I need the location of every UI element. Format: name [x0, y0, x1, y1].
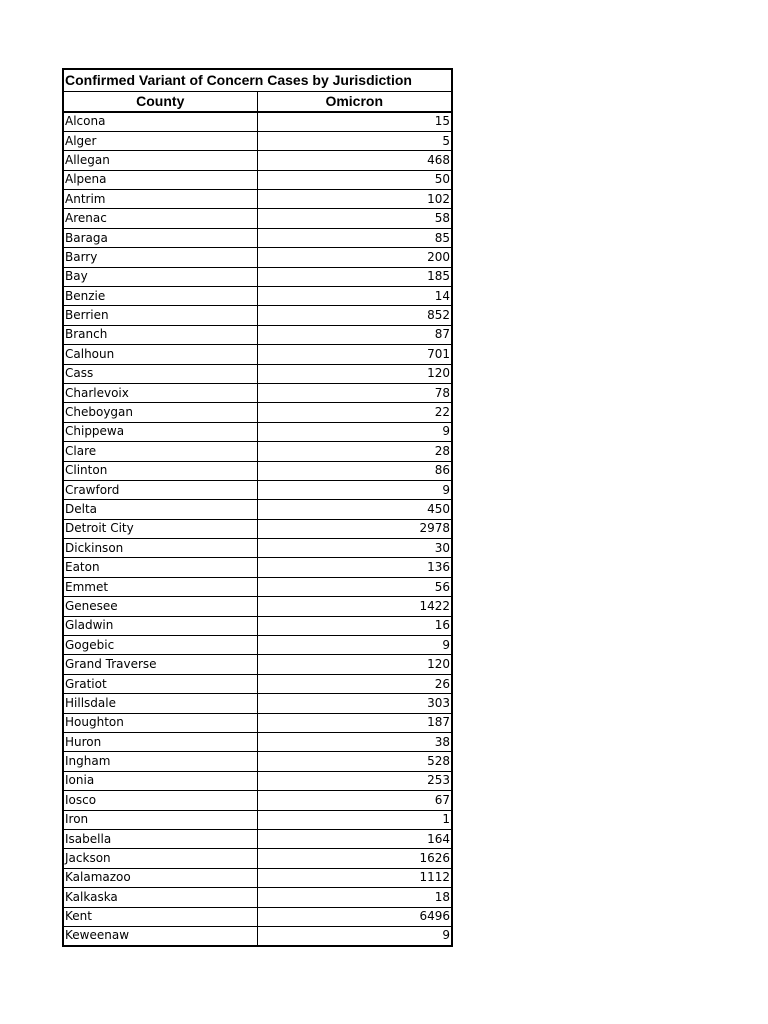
table-row: [63, 461, 452, 480]
county-cell: Kent: [63, 907, 257, 926]
omicron-count-cell: 16: [257, 616, 452, 635]
omicron-count-cell: 2978: [257, 519, 452, 538]
omicron-count-cell: 6496: [257, 907, 452, 926]
omicron-count-cell: 136: [257, 558, 452, 577]
omicron-count-cell: 468: [257, 151, 452, 170]
table-row: [63, 500, 452, 519]
table-row: [63, 519, 452, 538]
table-row: [63, 636, 452, 655]
county-cell: Charlevoix: [63, 383, 257, 402]
table-row: [63, 926, 452, 945]
omicron-count-cell: 1: [257, 810, 452, 829]
table-row: [63, 771, 452, 790]
table-row: [63, 907, 452, 926]
county-cell: Detroit City: [63, 519, 257, 538]
table-row: [63, 267, 452, 286]
omicron-count-cell: 852: [257, 306, 452, 325]
table-row: [63, 849, 452, 868]
table-row: [63, 190, 452, 209]
county-cell: Benzie: [63, 287, 257, 306]
omicron-count-cell: 50: [257, 170, 452, 189]
omicron-count-cell: 164: [257, 829, 452, 848]
county-cell: Ionia: [63, 771, 257, 790]
county-cell: Huron: [63, 733, 257, 752]
omicron-count-cell: 200: [257, 248, 452, 267]
county-cell: Kalkaska: [63, 888, 257, 907]
omicron-count-cell: 56: [257, 577, 452, 596]
county-cell: Iron: [63, 810, 257, 829]
table-row: [63, 713, 452, 732]
table-row: [63, 306, 452, 325]
omicron-count-cell: 5: [257, 131, 452, 150]
county-column-header: County: [63, 91, 257, 112]
table-row: [63, 791, 452, 810]
table-row: [63, 345, 452, 364]
omicron-count-cell: 9: [257, 480, 452, 499]
spreadsheet: [62, 68, 451, 947]
variant-cases-table: [62, 68, 453, 947]
county-cell: Chippewa: [63, 422, 257, 441]
county-cell: Allegan: [63, 151, 257, 170]
county-cell: Emmet: [63, 577, 257, 596]
table-row: [63, 655, 452, 674]
county-cell: Dickinson: [63, 539, 257, 558]
omicron-column-header: Omicron: [257, 91, 452, 112]
omicron-count-cell: 58: [257, 209, 452, 228]
omicron-count-cell: 102: [257, 190, 452, 209]
table-row: [63, 112, 452, 131]
table-row: [63, 228, 452, 247]
omicron-count-cell: 9: [257, 422, 452, 441]
county-cell: Ingham: [63, 752, 257, 771]
county-cell: Eaton: [63, 558, 257, 577]
table-row: [63, 209, 452, 228]
county-cell: Berrien: [63, 306, 257, 325]
county-cell: Alger: [63, 131, 257, 150]
county-cell: Genesee: [63, 597, 257, 616]
omicron-count-cell: 85: [257, 228, 452, 247]
county-cell: Gogebic: [63, 636, 257, 655]
table-row: [63, 248, 452, 267]
omicron-count-cell: 303: [257, 694, 452, 713]
table-row: [63, 131, 452, 150]
omicron-count-cell: 67: [257, 791, 452, 810]
county-cell: Branch: [63, 325, 257, 344]
county-cell: Cass: [63, 364, 257, 383]
county-cell: Clinton: [63, 461, 257, 480]
table-row: [63, 539, 452, 558]
county-cell: Kalamazoo: [63, 868, 257, 887]
omicron-count-cell: 528: [257, 752, 452, 771]
table-row: [63, 325, 452, 344]
table-row: [63, 170, 452, 189]
table-row: [63, 674, 452, 693]
omicron-count-cell: 22: [257, 403, 452, 422]
table-row: [63, 480, 452, 499]
county-cell: Clare: [63, 442, 257, 461]
omicron-count-cell: 253: [257, 771, 452, 790]
county-cell: Barry: [63, 248, 257, 267]
omicron-count-cell: 450: [257, 500, 452, 519]
omicron-count-cell: 15: [257, 112, 452, 131]
omicron-count-cell: 187: [257, 713, 452, 732]
county-cell: Grand Traverse: [63, 655, 257, 674]
table-row: [63, 364, 452, 383]
table-title: Confirmed Variant of Concern Cases by Jurisdiction: [63, 69, 452, 91]
omicron-count-cell: 38: [257, 733, 452, 752]
omicron-count-cell: 701: [257, 345, 452, 364]
county-cell: Gladwin: [63, 616, 257, 635]
table-row: [63, 733, 452, 752]
county-cell: Baraga: [63, 228, 257, 247]
county-cell: Alpena: [63, 170, 257, 189]
omicron-count-cell: 1422: [257, 597, 452, 616]
title-row: [63, 69, 452, 91]
omicron-count-cell: 120: [257, 655, 452, 674]
table-row: [63, 616, 452, 635]
county-cell: Calhoun: [63, 345, 257, 364]
table-row: [63, 151, 452, 170]
county-cell: Gratiot: [63, 674, 257, 693]
table-row: [63, 888, 452, 907]
header-row: [63, 91, 452, 112]
table-row: [63, 422, 452, 441]
county-cell: Antrim: [63, 190, 257, 209]
omicron-count-cell: 14: [257, 287, 452, 306]
table-row: [63, 868, 452, 887]
table-row: [63, 752, 452, 771]
county-cell: Arenac: [63, 209, 257, 228]
omicron-count-cell: 30: [257, 539, 452, 558]
county-cell: Delta: [63, 500, 257, 519]
omicron-count-cell: 28: [257, 442, 452, 461]
omicron-count-cell: 26: [257, 674, 452, 693]
omicron-count-cell: 185: [257, 267, 452, 286]
county-cell: Bay: [63, 267, 257, 286]
table-row: [63, 383, 452, 402]
table-row: [63, 810, 452, 829]
table-row: [63, 829, 452, 848]
omicron-count-cell: 18: [257, 888, 452, 907]
table-row: [63, 287, 452, 306]
omicron-count-cell: 86: [257, 461, 452, 480]
table-row: [63, 403, 452, 422]
table-row: [63, 558, 452, 577]
county-cell: Hillsdale: [63, 694, 257, 713]
table-row: [63, 597, 452, 616]
county-cell: Isabella: [63, 829, 257, 848]
omicron-count-cell: 9: [257, 636, 452, 655]
omicron-count-cell: 87: [257, 325, 452, 344]
county-cell: Iosco: [63, 791, 257, 810]
omicron-count-cell: 1626: [257, 849, 452, 868]
county-cell: Houghton: [63, 713, 257, 732]
county-cell: Crawford: [63, 480, 257, 499]
omicron-count-cell: 1112: [257, 868, 452, 887]
omicron-count-cell: 78: [257, 383, 452, 402]
county-cell: Alcona: [63, 112, 257, 131]
table-row: [63, 694, 452, 713]
county-cell: Jackson: [63, 849, 257, 868]
county-cell: Cheboygan: [63, 403, 257, 422]
omicron-count-cell: 9: [257, 926, 452, 945]
table-row: [63, 577, 452, 596]
omicron-count-cell: 120: [257, 364, 452, 383]
table-row: [63, 442, 452, 461]
county-cell: Keweenaw: [63, 926, 257, 945]
